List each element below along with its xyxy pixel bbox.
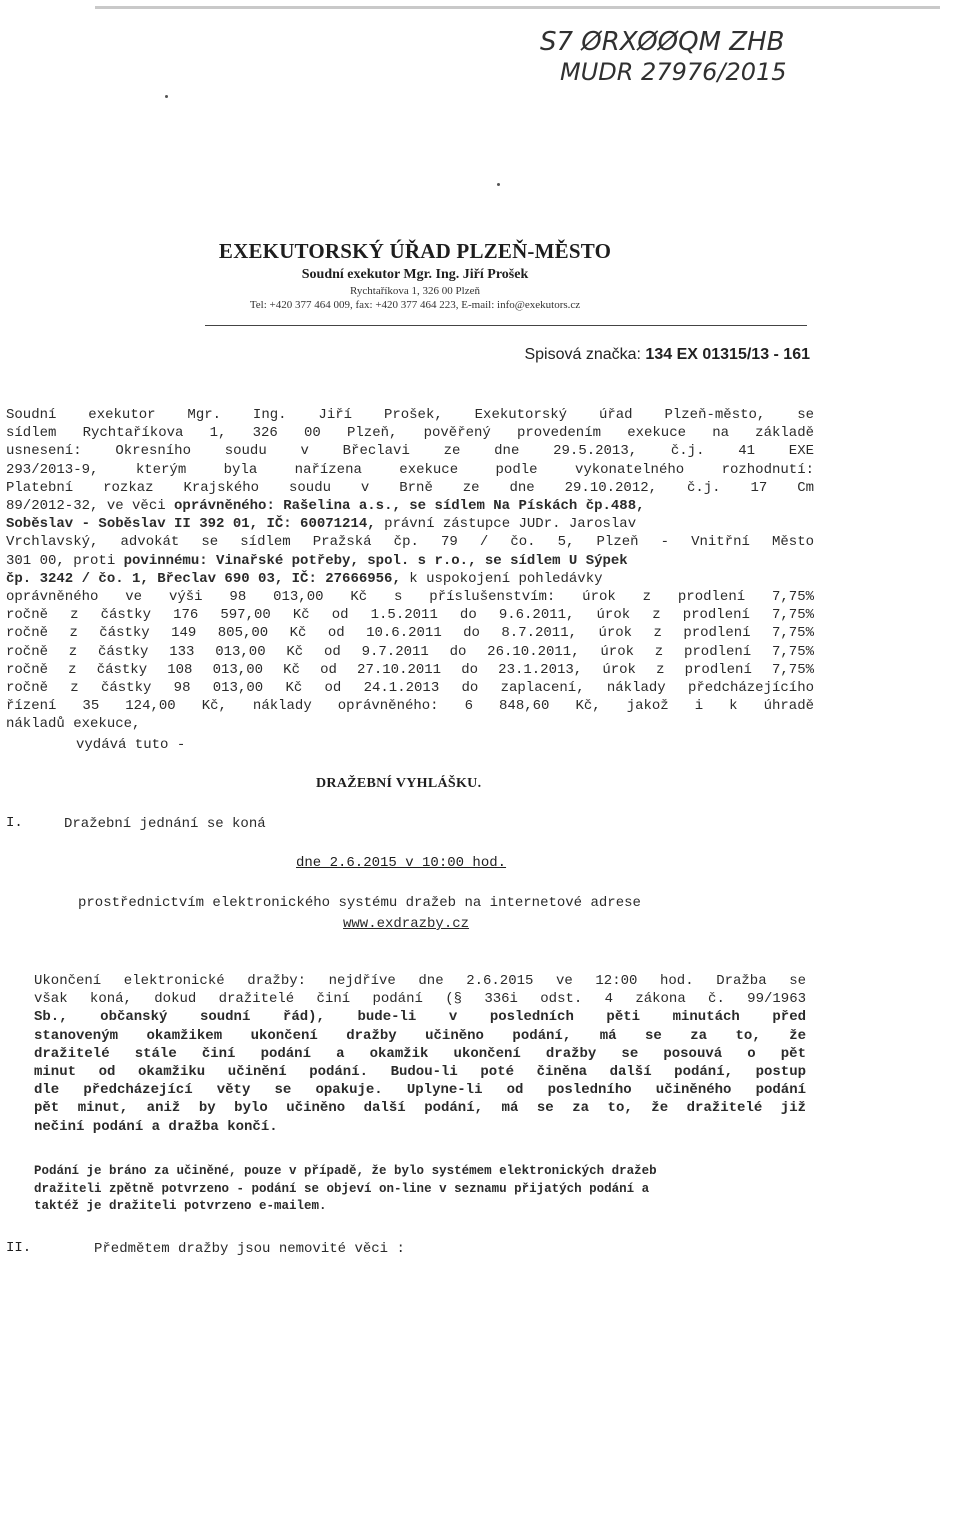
debtor-address: čp. 3242 / čo. 1, Břeclav 690 03, IČ: 27666956, (6, 570, 401, 587)
ending-line: nečiní podání a dražba končí. (34, 1118, 278, 1135)
intro-text: k uspokojení pohledávky (400, 570, 603, 587)
note-line: Podání je bráno za učiněné, pouze v případě, že bylo systémem elektronických dražeb (34, 1164, 657, 1178)
intro-line-creditor (6, 497, 814, 515)
handwritten-reference (0, 0, 960, 90)
creditor-name: oprávněného: Rašelina a.s., se sídlem Na Pískách čp.488, (174, 498, 645, 515)
office-title: EXEKUTORSKÝ ÚŘAD PLZEŇ-MĚSTO (218, 239, 612, 263)
letterhead (205, 238, 625, 312)
ending-line: dražitelé stále činí podání a okamžik ukončení dražby se posouvá o pět (34, 1045, 806, 1062)
auction-date: dne 2.6.2015 v 10:00 hod. (296, 855, 507, 871)
ending-line: Sb., občanský soudní řád), bude-li v posledních pěti minutách před (34, 1009, 806, 1026)
ending-line: stanoveným okamžikem ukončení dražby učiněno podání, má se za to, že (34, 1027, 806, 1044)
section-1-text: Dražební jednání se koná (64, 816, 266, 832)
scan-speck (497, 183, 500, 186)
creditor-address: Soběslav - Soběslav II 392 01, IČ: 60071214, (6, 516, 376, 533)
intro-line: ročně z částky 108 013,00 Kč od 27.10.2011 do 23.1.2013, úrok z prodlení 7,75% (6, 661, 814, 678)
intro-line: Vrchlavský, advokát se sídlem Pražská čp. 79 / čo. 5, Plzeň - Vnitřní Město (6, 534, 814, 551)
scan-speck (165, 95, 168, 98)
intro-line: Platební rozkaz Krajského soudu v Brně ze dne 29.10.2012, č.j. 17 Cm (6, 479, 814, 496)
file-reference-label: Spisová značka: (524, 346, 641, 363)
intro-line: 293/2013-9, kterým byla nařízena exekuce podle vykonatelného rozhodnutí: (6, 461, 814, 478)
intro-line-debtor (6, 552, 814, 570)
intro-line: ročně z částky 176 597,00 Kč od 1.5.2011 do 9.6.2011, úrok z prodlení 7,75% (6, 607, 814, 624)
intro-text: právní zástupce JUDr. Jaroslav (375, 516, 637, 533)
section-2-number: II. (6, 1240, 32, 1256)
handwritten-line-2: MUDR 27976/2015 (560, 58, 787, 86)
issues-text: vydává tuto - (76, 737, 186, 753)
document-title: DRAŽEBNÍ VYHLÁŠKU. (316, 776, 482, 791)
handwritten-line-1: S7 ØRXØØQM ZHB (540, 27, 785, 57)
officer-name: Soudní exekutor Mgr. Ing. Jiří Prošek (301, 267, 529, 282)
file-reference (524, 346, 810, 364)
section-1-number: I. (6, 815, 23, 831)
auction-system-text: prostřednictvím elektronického systému dražeb na internetové adrese (78, 895, 641, 911)
note-line: dražiteli zpětně potvrzeno - podání se objeví on-line v seznamu přijatých podání a (34, 1181, 650, 1196)
intro-paragraph (6, 406, 814, 734)
intro-line: nákladů exekuce, (6, 716, 141, 733)
ending-line: minut od okamžiku učinění podání. Budou-li poté činěna další podání, postup (34, 1064, 806, 1081)
ending-line: Ukončení elektronické dražby: nejdříve dne 2.6.2015 ve 12:00 hod. Dražba se (34, 973, 806, 989)
file-reference-value: 134 EX 01315/13 - 161 (645, 346, 810, 363)
intro-line: ročně z částky 98 013,00 Kč od 24.1.2013 do zaplacení, náklady předcházejícího (6, 680, 814, 697)
auction-end-paragraph (34, 972, 806, 1136)
intro-line-debtor-address (6, 570, 814, 588)
intro-line-creditor-address (6, 515, 814, 533)
intro-line: oprávněného ve výši 98 013,00 Kč s příslušenstvím: úrok z prodlení 7,75% (6, 589, 814, 606)
intro-line: řízení 35 124,00 Kč, náklady oprávněného: 6 848,60 Kč, jakož i k úhradě (6, 698, 814, 715)
ending-line: však koná, dokud dražitelé činí podání (§ 336i odst. 4 zákona č. 99/1963 (34, 991, 806, 1008)
office-address: Rychtaříkova 1, 326 00 Plzeň (349, 285, 480, 297)
section-2-text: Předmětem dražby jsou nemovité věci : (94, 1241, 405, 1257)
intro-line: ročně z částky 149 805,00 Kč od 10.6.2011 do 8.7.2011, úrok z prodlení 7,75% (6, 625, 814, 642)
intro-line: ročně z částky 133 013,00 Kč od 9.7.2011 do 26.10.2011, úrok z prodlení 7,75% (6, 643, 814, 660)
note-line: taktéž je dražiteli potvrzeno e-mailem. (34, 1199, 327, 1213)
submission-note (34, 1163, 806, 1216)
intro-line: usnesení: Okresního soudu v Břeclavi ze dne 29.5.2013, č.j. 41 EXE (6, 443, 814, 460)
intro-line: Soudní exekutor Mgr. Ing. Jiří Prošek, Exekutorský úřad Plzeň-město, se (6, 407, 814, 423)
intro-line: sídlem Rychtaříkova 1, 326 00 Plzeň, pověřený provedením exekuce na základě (6, 425, 814, 442)
ending-line: pět minut, aniž by bylo učiněno další podání, má se za to, že dražitelé již (34, 1100, 806, 1117)
letterhead-divider (205, 325, 807, 326)
office-contact: Tel: +420 377 464 009, fax: +420 377 464 223, E-mail: info@exekutors.cz (249, 299, 581, 311)
intro-text: 301 00, proti (6, 552, 124, 569)
debtor-name: povinnému: Vinařské potřeby, spol. s r.o., se sídlem U Sýpek (123, 552, 628, 569)
intro-text: 89/2012-32, ve věci (6, 498, 175, 515)
auction-url-link[interactable]: www.exdrazby.cz (343, 916, 470, 932)
ending-line: dle předcházející věty se opakuje. Uplyne-li od posledního učiněného podání (34, 1082, 806, 1099)
